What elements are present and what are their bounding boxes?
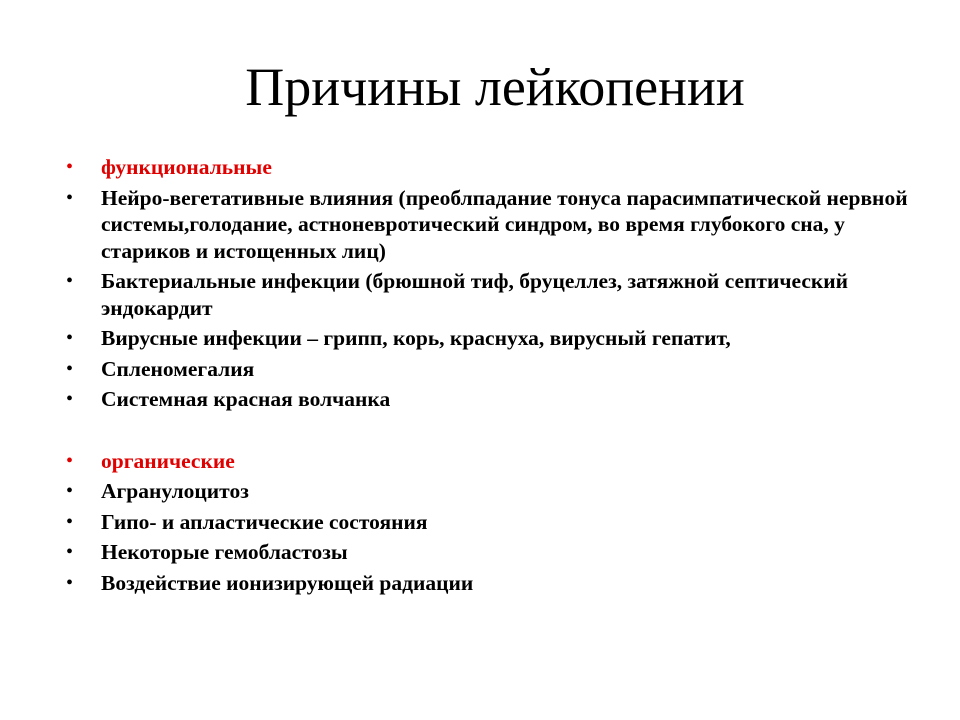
list-item [66, 185, 926, 265]
list-item-text: Бактериальные инфекции (брюшной тиф, бруцеллез, затяжной септический эндокардит [101, 269, 849, 320]
bullet-icon: • [66, 156, 74, 178]
list-item-text: Нейро-вегетативные влияния (преоблпадание тонуса парасимпатической нервной системы,голодание, астноневротический синдром, во время глубокого сна, у стариков и истощенных лиц) [101, 185, 908, 263]
bullet-icon: • [66, 186, 74, 209]
list-item [66, 356, 926, 383]
group-heading-functional [66, 154, 926, 181]
list-item-text: Воздействие ионизирующей радиации [101, 570, 474, 595]
list-item [66, 386, 926, 413]
bullet-icon: • [66, 357, 74, 380]
bullet-icon: • [66, 571, 74, 594]
bullet-icon: • [66, 388, 74, 410]
list-item-text: Спленомегалия [101, 356, 255, 381]
list-item [66, 539, 926, 566]
list-item-text: Гипо- и апластические состояния [101, 509, 428, 534]
slide-title: Причины лейкопении [245, 57, 745, 117]
causes-list [66, 154, 926, 600]
list-item [66, 268, 926, 321]
group-heading-label: органические [101, 448, 235, 473]
bullet-icon: • [66, 480, 74, 502]
list-item-text: Некоторые гемобластозы [101, 540, 348, 564]
bullet-icon: • [66, 270, 74, 292]
list-item [66, 570, 926, 597]
group-heading-organic [66, 448, 926, 475]
bullet-icon: • [66, 510, 74, 533]
bullet-icon: • [66, 541, 74, 563]
list-item-text: Агранулоцитоз [101, 479, 249, 503]
group-heading-label: функциональные [101, 155, 272, 179]
list-item [66, 325, 926, 352]
bullet-icon: • [66, 327, 74, 349]
bullet-icon: • [66, 449, 74, 472]
list-item-text: Системная красная волчанка [101, 387, 391, 411]
list-item [66, 509, 926, 536]
group-spacer [66, 417, 926, 448]
list-item [66, 478, 926, 505]
list-item-text: Вирусные инфекции – грипп, корь, краснуха, вирусный гепатит, [101, 326, 731, 350]
